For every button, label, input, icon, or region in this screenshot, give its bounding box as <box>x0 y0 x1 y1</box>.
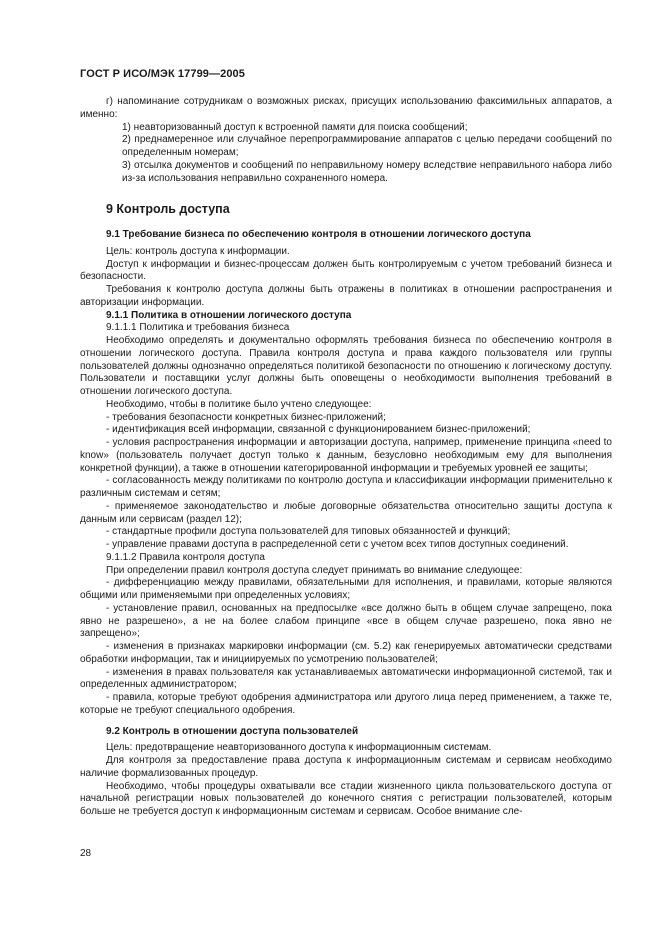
list-item: - управление правами доступа в распределенной сети с учетом всех типов доступных соединений. <box>106 539 569 550</box>
paragraph: г) напоминание сотрудникам о возможных рисках, присущих использованию факсимильных аппаратов, а именно: <box>80 96 612 120</box>
paragraph: Доступ к информации и бизнес-процессам должен быть контролируемым с учетом требований бизнеса и безопасности. <box>80 258 612 283</box>
paragraph: Цель: контроль доступа к информации. <box>106 245 290 257</box>
paragraph: Для контроля за предоставление права доступа к информационным системам и сервисам необходимо наличие формализованных процедур. <box>80 755 612 779</box>
list-item: - условия распространения информации и авторизации доступа, например, применение принципа «need to know» (пользователь получает доступ только к данным, безусловно необходимым ему для выполнения конкретной функции), а также в отношении категорированной информации и требуемых уровней ее защиты; <box>80 437 612 474</box>
list-item: - правила, которые требуют одобрения администратора или другого лица перед применением, а также те, которые не требуют специального одобрения. <box>80 692 612 716</box>
document-header: ГОСТ Р ИСО/МЭК 17799—2005 <box>80 68 245 80</box>
list-item: 3) отсылка документов и сообщений по неправильному номеру вследствие неправильного набора либо из-за использования неправильно сохраненного номера. <box>122 159 612 184</box>
list-item: - согласованность между политиками по контролю доступа и классификации информации применительно к различным системам и сетям; <box>80 475 612 499</box>
list-item: - требования безопасности конкретных бизнес-приложений; <box>106 411 386 423</box>
list-item: 2) преднамеренное или случайное перепрограммирование аппаратов с целью передачи сообщений по определенным номерам; <box>122 134 612 158</box>
paragraph: Необходимо, чтобы процедуры охватывали все стадии жизненного цикла пользовательского доступа от начальной регистрации новых пользователей до конечного снятия с регистрации пользователей, которым больше не требуется доступ к информационным системам и сервисам. Особое внимание сле- <box>80 780 612 817</box>
section-heading: 9 Контроль доступа <box>106 202 230 217</box>
document-body <box>80 96 612 819</box>
list-item: - применяемое законодательство и любые договорные обязательства относительно защиты доступа к данным или сервисам (раздел 12); <box>80 500 612 525</box>
subsection-heading: 9.1 Требование бизнеса по обеспечению контроля в отношении логического доступа <box>106 229 531 240</box>
list-item: - изменения в признаках маркировки информации (см. 5.2) как генерируемых автоматически средствами обработки информации, так и инициируемых по усмотрению пользователей; <box>80 641 612 665</box>
list-item: - дифференциацию между правилами, обязательными для исполнения, и правилами, которые являются общими или применяемыми при определенных условиях; <box>80 577 612 601</box>
paragraph: При определении правил контроля доступа следует принимать во внимание следующее: <box>106 564 523 576</box>
paragraph: 9.1.1.1 Политика и требования бизнеса <box>106 322 290 334</box>
list-item: - изменения в правах пользователя как устанавливаемых автоматически информационной системой, так и определенных администратором; <box>80 666 612 691</box>
subsection-heading: 9.2 Контроль в отношении доступа пользователей <box>106 725 359 737</box>
list-item: - стандартные профили доступа пользователей для типовых обязанностей и функций; <box>106 526 511 538</box>
list-item: - идентификация всей информации, связанной с функционированием бизнес-приложений; <box>106 424 531 436</box>
clause-heading: 9.1.1 Политика в отношении логического доступа <box>106 309 352 321</box>
paragraph: 9.1.1.2 Правила контроля доступа <box>106 551 265 563</box>
paragraph: Необходимо, чтобы в политике было учтено следующее: <box>106 398 372 410</box>
paragraph: Цель: предотвращение неавторизованного доступа к информационным системам. <box>106 742 492 754</box>
list-item: - установление правил, основанных на предпосылке «все должно быть в общем случае запрещено, пока явно не разрешено», а не на более слабом принципе «все в общем случае разрешено, пока явно не запрещено»; <box>80 602 612 640</box>
list-item: 1) неавторизованный доступ к встроенной памяти для поиска сообщений; <box>122 121 468 133</box>
page-number: 28 <box>80 848 92 859</box>
paragraph: Требования к контролю доступа должны быть отражены в политиках в отношении распространения и авторизации информации. <box>80 284 612 308</box>
paragraph: Необходимо определять и документально оформлять требования бизнеса по обеспечению контроля в отношении логического доступа. Правила контроля доступа и права каждого пользователя или группы пользователей должны однозначно определяться политикой безопасности по отношению к логическому доступу. Пользователи и поставщики услуг должны быть оповещены о необходимости выполнения требований в отношении логического доступа. <box>80 335 612 397</box>
